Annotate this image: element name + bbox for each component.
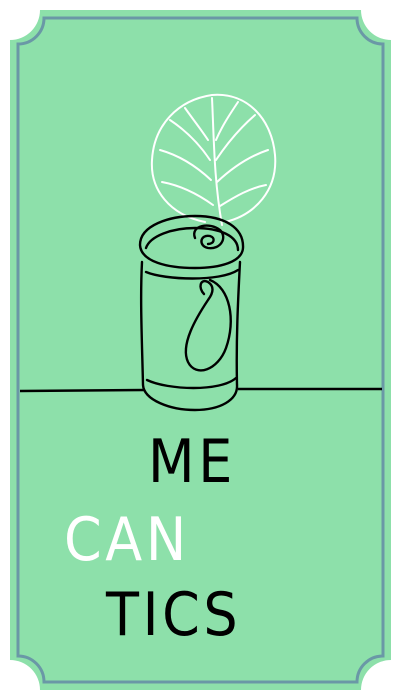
title-line-1: ME [148,427,236,497]
title-line-3: TICS [106,580,242,650]
title-line-2: CAN [64,505,190,575]
horizon-line [20,390,145,391]
